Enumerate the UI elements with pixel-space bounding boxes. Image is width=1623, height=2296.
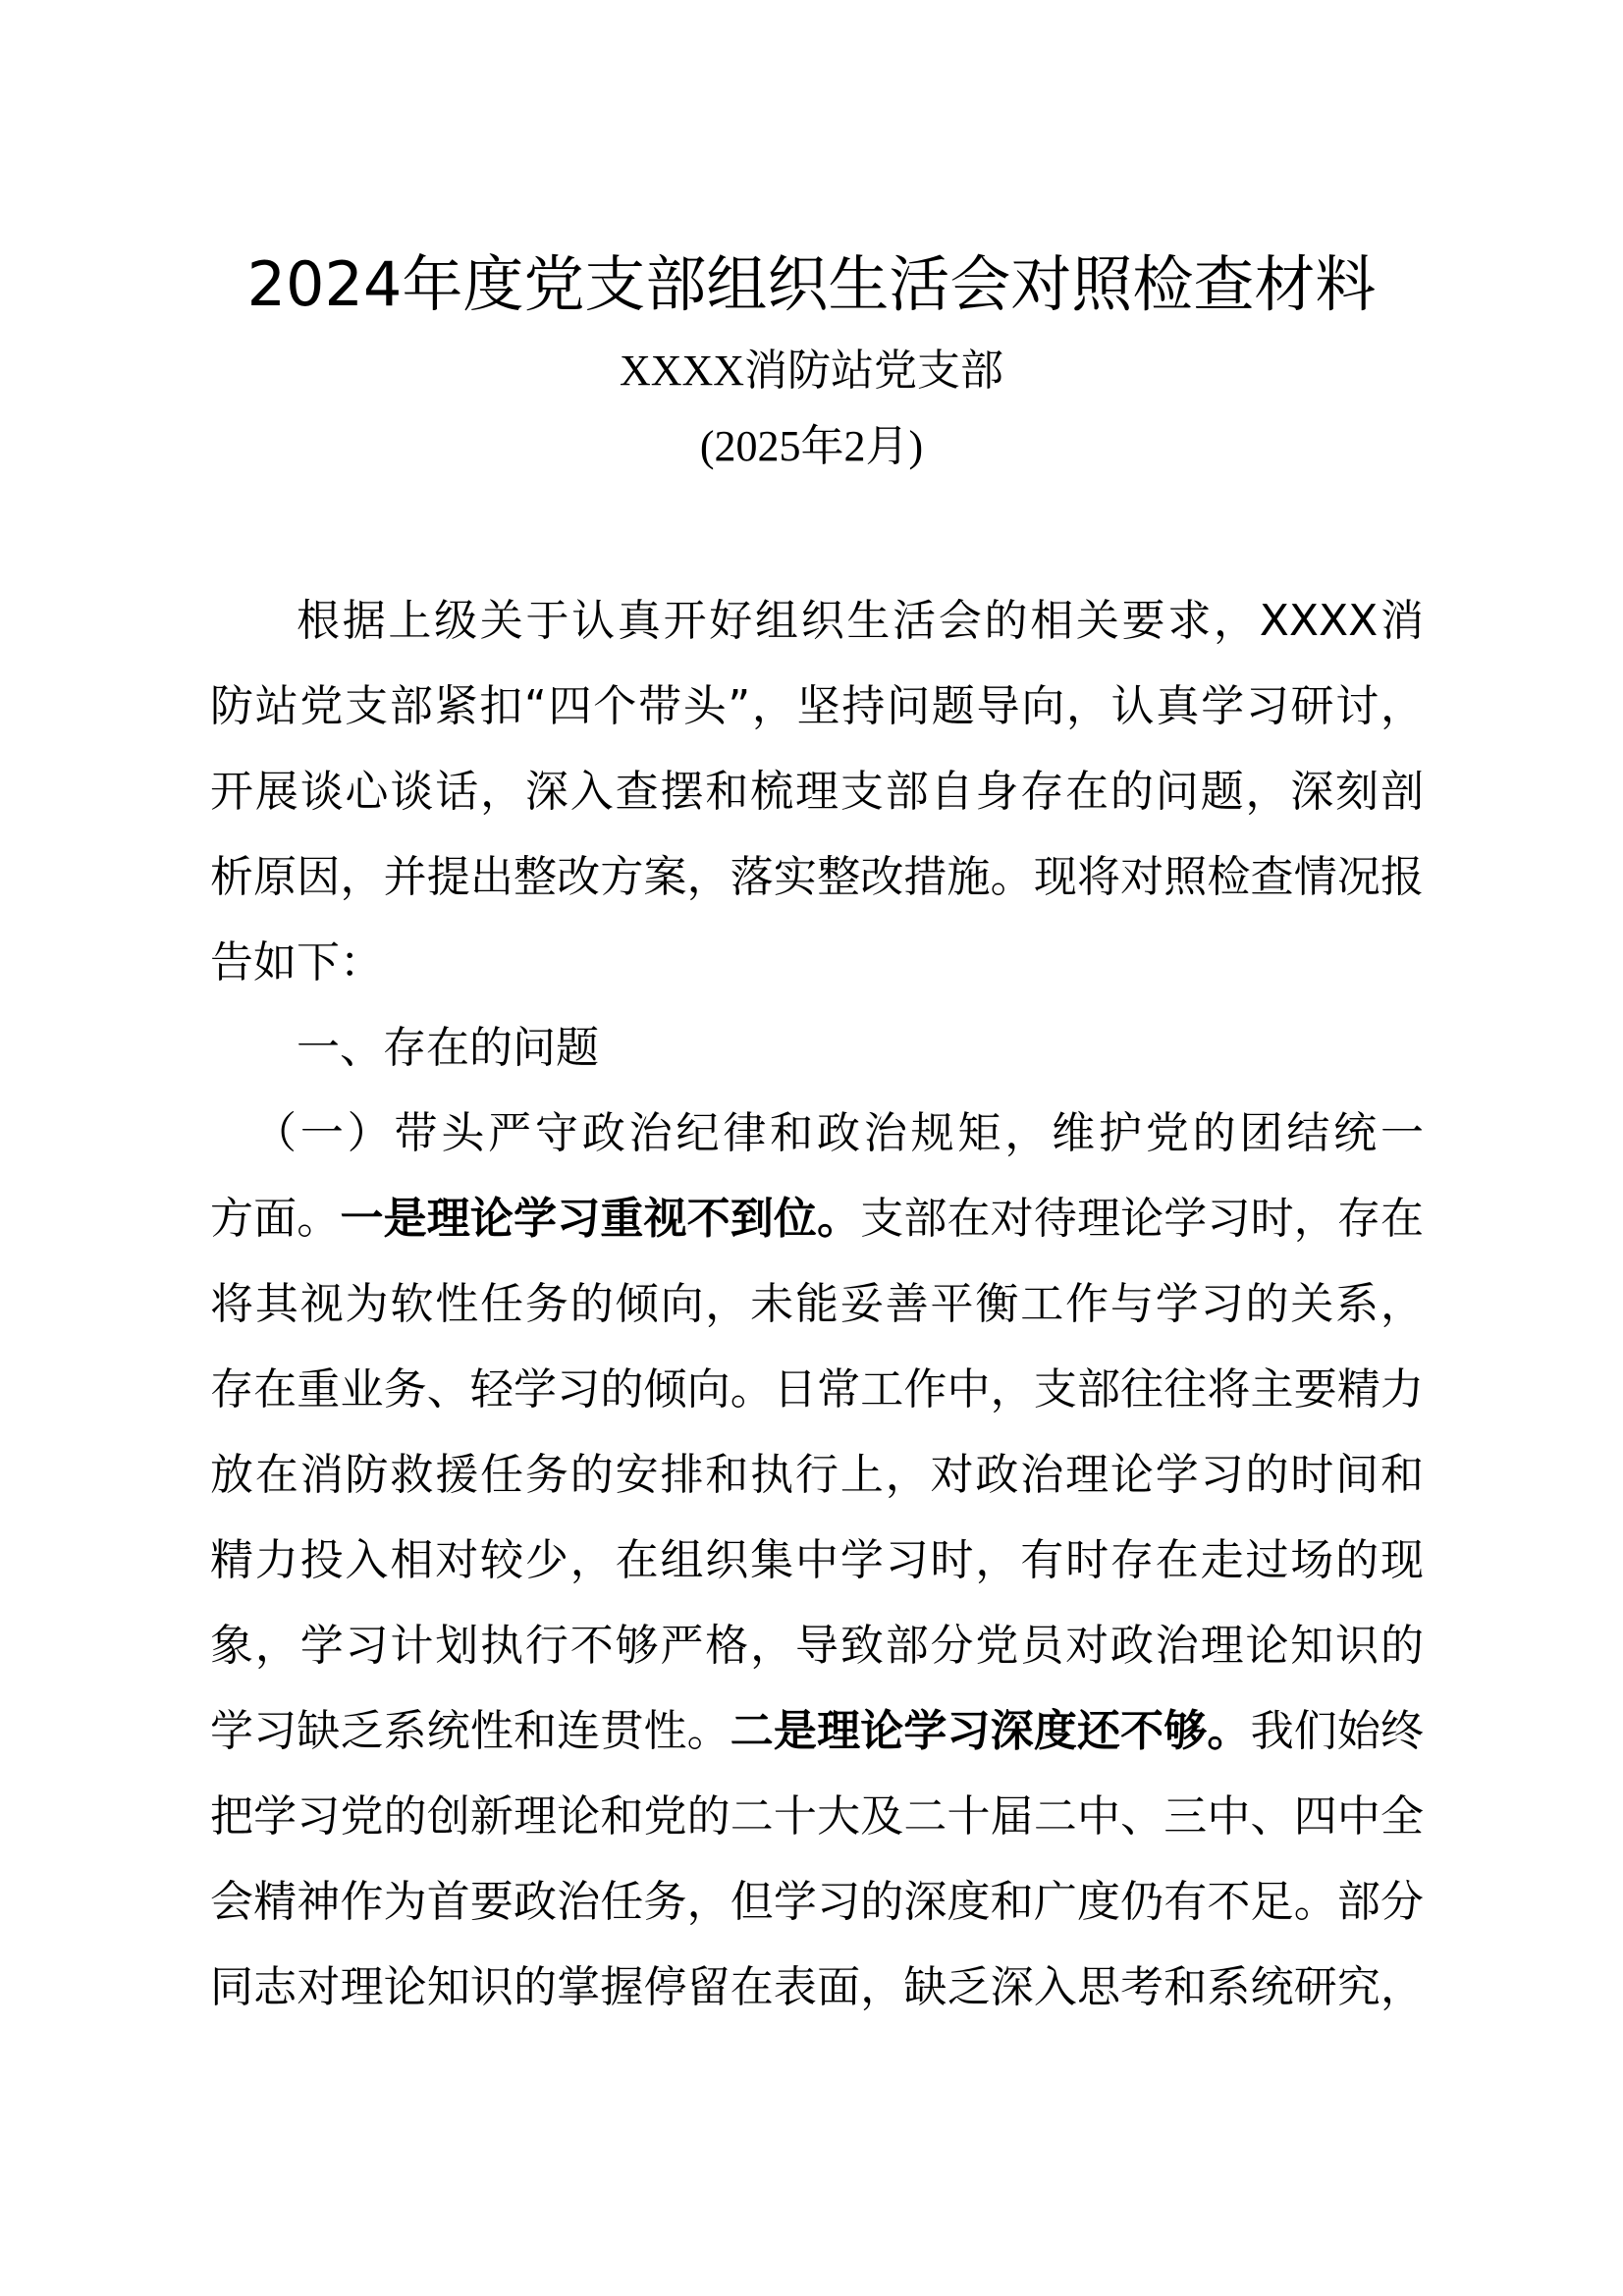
body-text: 方面。 [210, 1194, 341, 1244]
body-text: 根据上级关于认真开好组织生活会的相关要求，XXXX消 [297, 596, 1424, 646]
text-line [210, 578, 1424, 664]
text-line [210, 1347, 1424, 1432]
body-text: 告如下： [210, 937, 383, 988]
document-date: (2025年2月) [699, 422, 924, 470]
text-line [210, 1518, 1424, 1603]
text-line [210, 749, 1424, 834]
body-text: 象，学习计划执行不够严格，导致部分党员对政治理论知识的 [210, 1621, 1424, 1671]
text-line [210, 1432, 1424, 1518]
body-text: 放在消防救援任务的安排和执行上，对政治理论学习的时间和 [210, 1450, 1424, 1500]
body-text: 会精神作为首要政治任务，但学习的深度和广度仍有不足。部分 [210, 1877, 1424, 1927]
text-line [210, 1859, 1424, 1945]
body-text: （一）带头严守政治纪律和政治规矩，维护党的团结统一 [253, 1108, 1424, 1158]
text-line [210, 1774, 1424, 1859]
document-title: 2024年度党支部组织生活会对照检查材料 [246, 248, 1377, 320]
document-subtitle: XXXX消防站党支部 [619, 347, 1004, 395]
text-line [210, 1091, 1424, 1176]
text-line [210, 1261, 1424, 1347]
text-line [210, 834, 1424, 920]
body-text: 开展谈心谈话，深入查摆和梳理支部自身存在的问题，深刻剖 [210, 767, 1424, 817]
text-line [210, 1603, 1424, 1688]
body-text: 存在重业务、轻学习的倾向。日常工作中，支部往往将主要精力 [210, 1364, 1424, 1415]
bold-heading-text: 一是理论学习重视不到位。 [340, 1194, 861, 1244]
text-line [210, 1688, 1424, 1774]
body-text: 一、存在的问题 [297, 1023, 599, 1073]
document-body [210, 578, 1424, 2030]
text-line [210, 1945, 1424, 2030]
body-text: 防站党支部紧扣“四个带头”，坚持问题导向，认真学习研讨， [210, 681, 1424, 731]
body-text: 把学习党的创新理论和党的二十大及二十届二中、三中、四中全 [210, 1791, 1424, 1842]
body-text: 学习缺乏系统性和连贯性。 [210, 1706, 730, 1756]
body-text: 精力投入相对较少，在组织集中学习时，有时存在走过场的现 [210, 1535, 1424, 1585]
text-line [210, 1005, 1424, 1091]
body-text: 支部在对待理论学习时，存在 [860, 1194, 1425, 1244]
text-line [210, 920, 1424, 1005]
bold-heading-text: 二是理论学习深度还不够。 [730, 1706, 1251, 1756]
body-text: 我们始终 [1250, 1706, 1425, 1756]
text-line [210, 664, 1424, 749]
text-line [210, 1176, 1424, 1261]
body-text: 将其视为软性任务的倾向，未能妥善平衡工作与学习的关系， [210, 1279, 1424, 1329]
body-text: 析原因，并提出整改方案，落实整改措施。现将对照检查情况报 [210, 852, 1424, 902]
body-text: 同志对理论知识的掌握停留在表面，缺乏深入思考和系统研究， [210, 1962, 1424, 2012]
